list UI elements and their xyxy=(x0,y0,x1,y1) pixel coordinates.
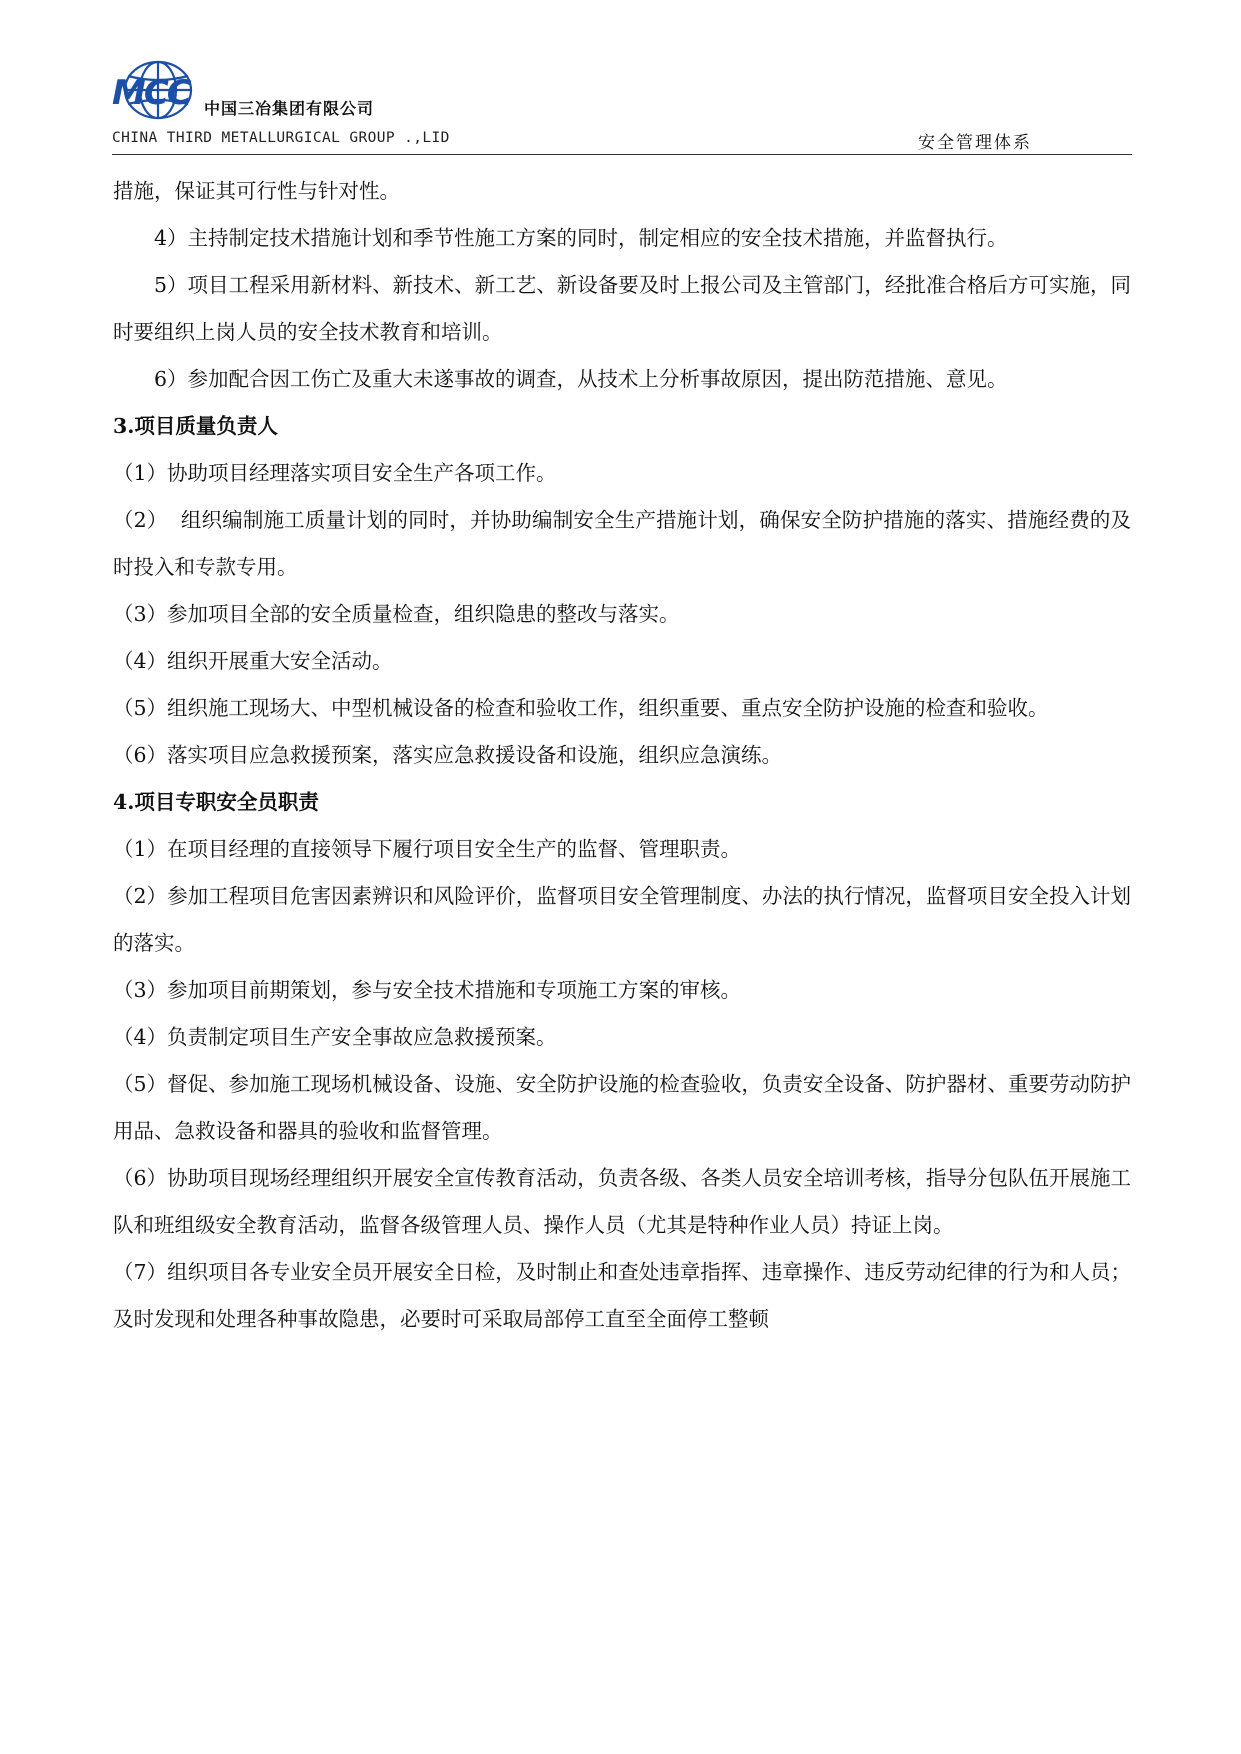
list-item: （5）组织施工现场大、中型机械设备的检查和验收工作，组织重要、重点安全防护设施的检查和验收。 xyxy=(113,696,1049,720)
list-item: （3）参加项目全部的安全质量检查，组织隐患的整改与落实。 xyxy=(113,602,680,626)
paragraph-continuation: 措施，保证其可行性与针对性。 xyxy=(113,179,400,203)
tech-item: 6）参加配合因工伤亡及重大未遂事故的调查，从技术上分析事故原因，提出防范措施、意见。 xyxy=(154,367,1008,391)
section-heading: 4.项目专职安全员职责 xyxy=(113,790,319,814)
company-name-cn: 中国三冶集团有限公司 xyxy=(204,99,375,118)
tech-item: 5）项目工程采用新材料、新技术、新工艺、新设备要及时上报公司及主管部门，经批准合格后方可实施，同时要组织上岗人员的安全技术教育和培训。 xyxy=(113,273,1131,344)
list-item: （4）负责制定项目生产安全事故应急救援预案。 xyxy=(113,1025,557,1049)
page-header xyxy=(112,60,1132,156)
list-item: （6）协助项目现场经理组织开展安全宣传教育活动，负责各级、各类人员安全培训考核，指导分包队伍开展施工队和班组级安全教育活动，监督各级管理人员、操作人员（尤其是特种作业人员）持证上岗。 xyxy=(113,1166,1131,1237)
document-body xyxy=(113,168,1131,1343)
list-item: （4）组织开展重大安全活动。 xyxy=(113,649,393,673)
list-item: （5）督促、参加施工现场机械设备、设施、安全防护设施的检查验收，负责安全设备、防护器材、重要劳动防护用品、急救设备和器具的验收和监督管理。 xyxy=(113,1072,1131,1143)
list-item: （6）落实项目应急救援预案，落实应急救援设备和设施，组织应急演练。 xyxy=(113,743,783,767)
company-name-en: CHINA THIRD METALLURGICAL GROUP .,LID xyxy=(112,130,450,146)
list-item: （2） 组织编制施工质量计划的同时，并协助编制安全生产措施计划，确保安全防护措施的落实、措施经费的及时投入和专款专用。 xyxy=(113,508,1131,579)
tech-item: 4）主持制定技术措施计划和季节性施工方案的同时，制定相应的安全技术措施，并监督执行。 xyxy=(154,226,1008,250)
section-heading: 3.项目质量负责人 xyxy=(113,414,278,438)
list-item: （1）协助项目经理落实项目安全生产各项工作。 xyxy=(113,461,557,485)
document-title: 安全管理体系 xyxy=(918,133,1032,153)
list-item: （2）参加工程项目危害因素辨识和风险评价，监督项目安全管理制度、办法的执行情况，监督项目安全投入计划的落实。 xyxy=(113,884,1131,955)
list-item: （3）参加项目前期策划，参与安全技术措施和专项施工方案的审核。 xyxy=(113,978,742,1002)
logo-text: MCC xyxy=(112,73,190,113)
header-divider xyxy=(112,154,1132,155)
mcc-logo xyxy=(112,60,208,122)
list-item: （1）在项目经理的直接领导下履行项目安全生产的监督、管理职责。 xyxy=(113,837,742,861)
list-item: （7）组织项目各专业安全员开展安全日检，及时制止和查处违章指挥、违章操作、违反劳动纪律的行为和人员；及时发现和处理各种事故隐患，必要时可采取局部停工直至全面停工整顿 xyxy=(113,1260,1131,1331)
